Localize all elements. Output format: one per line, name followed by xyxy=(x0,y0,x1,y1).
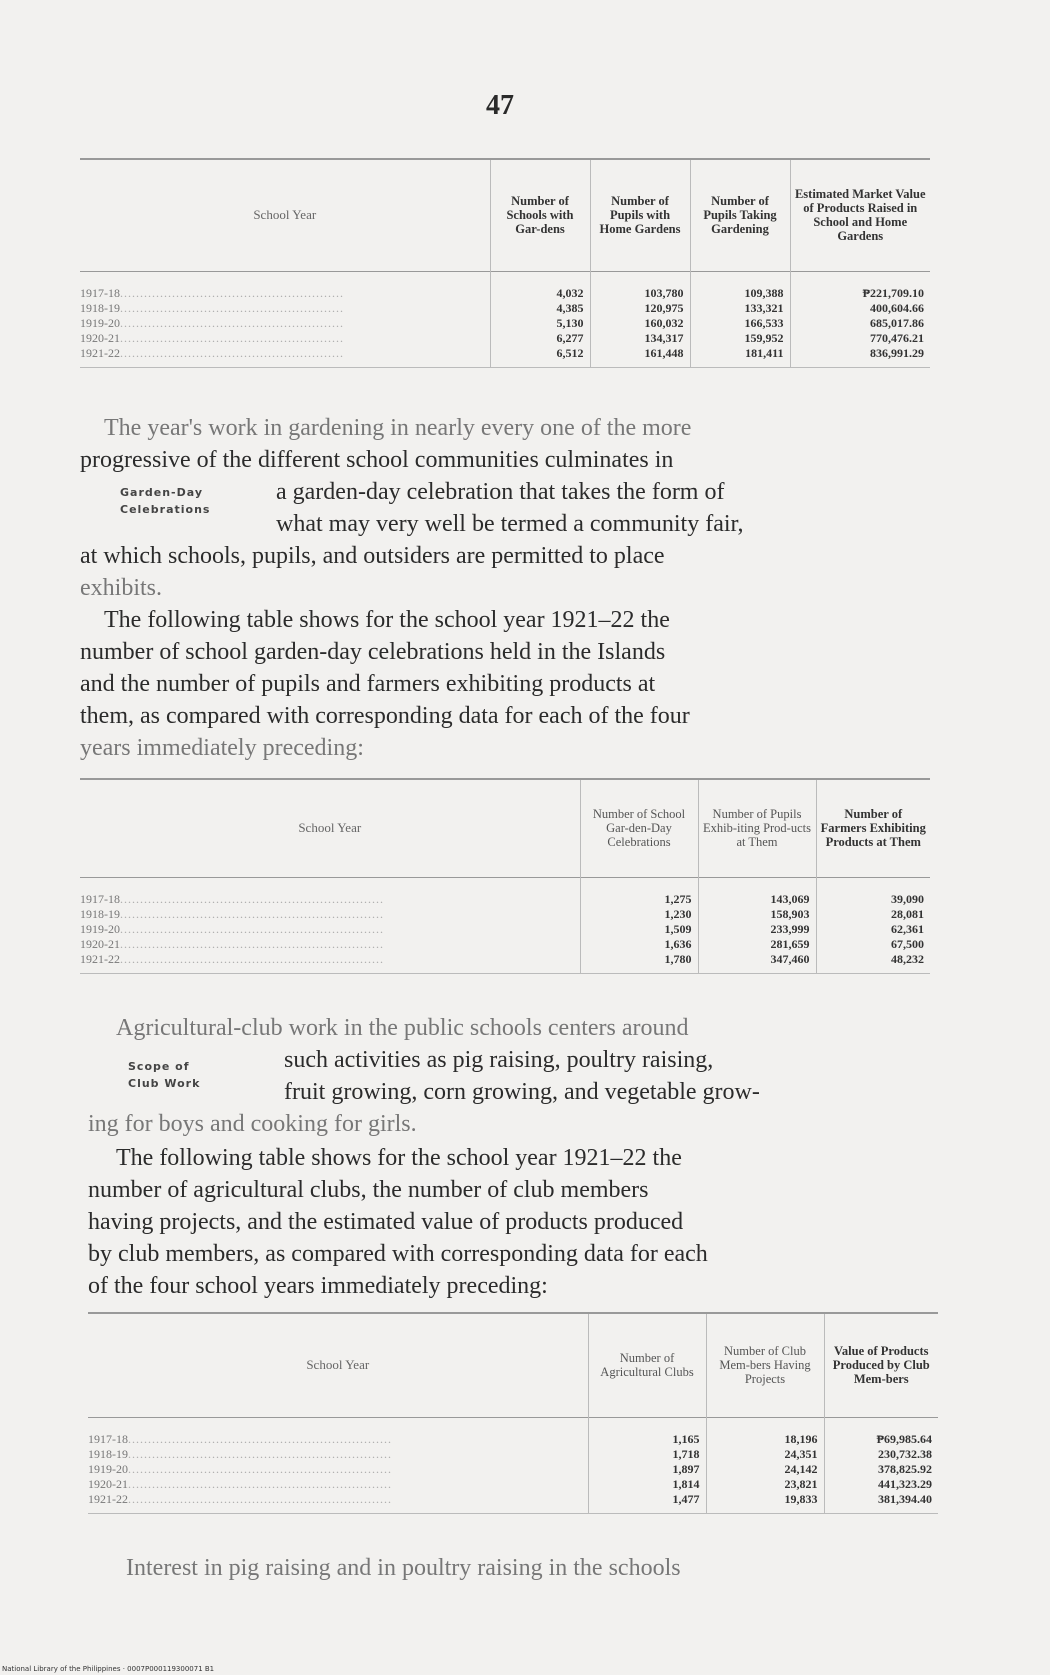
cell: 133,321 xyxy=(690,301,790,316)
table-row: 1920-21.................................................................. 1,814 23,821 441,323.29 xyxy=(88,1477,938,1492)
year-cell: 1920-21 xyxy=(80,936,120,951)
header-value-of-products: Value of Products Produced by Club Mem-bers xyxy=(824,1313,938,1417)
cell: 230,732.38 xyxy=(824,1447,938,1462)
header-schools-with-gardens: Number of Schools with Gar-dens xyxy=(490,159,590,271)
header-pupils-exhibiting: Number of Pupils Exhib-iting Prod-ucts at Them xyxy=(698,779,816,877)
cell: 48,232 xyxy=(816,952,930,974)
footer-source: National Library of the Philippines · 0007P000119300071 B1 xyxy=(2,1665,215,1673)
table-row: 1917-18.................................................................. 1,165 18,196 ₱69,985.64 xyxy=(88,1417,938,1447)
text-line: progressive of the different school communities culminates in xyxy=(80,447,674,473)
cell: 1,165 xyxy=(588,1417,706,1447)
sidenote-club-work xyxy=(128,1058,200,1092)
table-row: 1918-19........................................................ 4,385 120,975 133,321 400,604.66 xyxy=(80,301,930,316)
text-line: such activities as pig raising, poultry raising, xyxy=(284,1047,714,1073)
year-cell: 1921-22 xyxy=(88,1491,128,1506)
year-cell: 1917-18 xyxy=(80,285,120,300)
cell: 23,821 xyxy=(706,1477,824,1492)
cell: 24,351 xyxy=(706,1447,824,1462)
table-row: 1920-21........................................................ 6,277 134,317 159,952 770,476.21 xyxy=(80,331,930,346)
header-agricultural-clubs: Number of Agricultural Clubs xyxy=(588,1313,706,1417)
text-line: of the four school years immediately preceding: xyxy=(88,1273,548,1299)
year-cell: 1918-19 xyxy=(80,906,120,921)
cell: 67,500 xyxy=(816,937,930,952)
header-school-year: School Year xyxy=(253,207,317,223)
header-farmers-exhibiting: Number of Farmers Exhibiting Products at Them xyxy=(816,779,930,877)
cell: 28,081 xyxy=(816,907,930,922)
year-cell: 1918-19 xyxy=(80,300,120,315)
header-pupils-taking-gardening: Number of Pupils Taking Gardening xyxy=(690,159,790,271)
cell: 381,394.40 xyxy=(824,1492,938,1514)
table-row: 1921-22.................................................................. 1,780 347,460 48,232 xyxy=(80,952,930,974)
garden-table xyxy=(80,158,930,368)
sidenote-garden-day xyxy=(120,484,210,518)
text-line: and the number of pupils and farmers exhibiting products at xyxy=(80,671,656,697)
table-row: 1917-18........................................................ 4,032 103,780 109,388 ₱221,709.10 xyxy=(80,271,930,301)
cell: 161,448 xyxy=(590,346,690,368)
cell: 19,833 xyxy=(706,1492,824,1514)
cell: 1,814 xyxy=(588,1477,706,1492)
year-cell: 1918-19 xyxy=(88,1446,128,1461)
table-row: 1920-21.................................................................. 1,636 281,659 67,500 xyxy=(80,937,930,952)
cell: 166,533 xyxy=(690,316,790,331)
cell: 1,275 xyxy=(580,877,698,907)
text-line: number of school garden-day celebrations held in the Islands xyxy=(80,639,666,665)
cell: 103,780 xyxy=(590,271,690,301)
cell: 6,277 xyxy=(490,331,590,346)
pig-raising-paragraph xyxy=(88,1552,938,1584)
cell: ₱221,709.10 xyxy=(790,271,930,301)
cell: 159,952 xyxy=(690,331,790,346)
text-line: fruit growing, corn growing, and vegetable grow- xyxy=(284,1079,760,1105)
cell: 378,825.92 xyxy=(824,1462,938,1477)
table-row: 1919-20.................................................................. 1,509 233,999 62,361 xyxy=(80,922,930,937)
table-row: 1918-19.................................................................. 1,230 158,903 28,081 xyxy=(80,907,930,922)
cell: 143,069 xyxy=(698,877,816,907)
table-row: 1919-20........................................................ 5,130 160,032 166,533 685,017.86 xyxy=(80,316,930,331)
header-pupils-home-gardens: Number of Pupils with Home Gardens xyxy=(590,159,690,271)
sidenote-line: Garden-Day xyxy=(120,486,203,499)
cell: 836,991.29 xyxy=(790,346,930,368)
text-line: by club members, as compared with corresponding data for each xyxy=(88,1241,708,1267)
garden-day-table xyxy=(80,778,930,974)
cell: 1,477 xyxy=(588,1492,706,1514)
table-row: 1921-22.................................................................. 1,477 19,833 381,394.40 xyxy=(88,1492,938,1514)
cell: 24,142 xyxy=(706,1462,824,1477)
year-cell: 1921-22 xyxy=(80,951,120,966)
table-row: 1918-19.................................................................. 1,718 24,351 230,732.38 xyxy=(88,1447,938,1462)
cell: 1,718 xyxy=(588,1447,706,1462)
cell: 5,130 xyxy=(490,316,590,331)
text-line: a garden-day celebration that takes the form of xyxy=(276,479,725,505)
cell: 6,512 xyxy=(490,346,590,368)
year-cell: 1921-22 xyxy=(80,345,120,360)
cell: 1,780 xyxy=(580,952,698,974)
text-line: having projects, and the estimated value of products produced xyxy=(88,1209,684,1235)
header-celebrations: Number of School Gar-den-Day Celebrations xyxy=(580,779,698,877)
text-line: Agricultural-club work in the public schools centers around xyxy=(116,1015,689,1041)
table-row: 1917-18.................................................................. 1,275 143,069 39,090 xyxy=(80,877,930,907)
cell: 1,230 xyxy=(580,907,698,922)
cell: 770,476.21 xyxy=(790,331,930,346)
year-cell: 1919-20 xyxy=(80,921,120,936)
cell: 233,999 xyxy=(698,922,816,937)
text-line: Interest in pig raising and in poultry raising in the schools xyxy=(126,1555,681,1581)
cell: 1,636 xyxy=(580,937,698,952)
sidenote-line: Celebrations xyxy=(120,503,211,516)
text-line: at which schools, pupils, and outsiders are permitted to place xyxy=(80,543,665,569)
cell: 1,509 xyxy=(580,922,698,937)
text-line: years immediately preceding: xyxy=(80,735,364,761)
year-cell: 1919-20 xyxy=(88,1461,128,1476)
text-line: what may very well be termed a community fair, xyxy=(276,511,744,537)
year-cell: 1917-18 xyxy=(80,891,120,906)
club-work-paragraph xyxy=(88,1012,938,1140)
cell: 62,361 xyxy=(816,922,930,937)
year-cell: 1920-21 xyxy=(88,1476,128,1491)
cell: 160,032 xyxy=(590,316,690,331)
cell: 4,385 xyxy=(490,301,590,316)
table2-intro-paragraph xyxy=(80,604,930,764)
header-market-value: Estimated Market Value of Products Raised in School and Home Gardens xyxy=(790,159,930,271)
agricultural-club-table xyxy=(88,1312,938,1514)
year-cell: 1920-21 xyxy=(80,330,120,345)
header-club-members: Number of Club Mem-bers Having Projects xyxy=(706,1313,824,1417)
cell: 1,897 xyxy=(588,1462,706,1477)
cell: 39,090 xyxy=(816,877,930,907)
cell: 109,388 xyxy=(690,271,790,301)
cell: 181,411 xyxy=(690,346,790,368)
year-cell: 1917-18 xyxy=(88,1431,128,1446)
cell: 281,659 xyxy=(698,937,816,952)
table-row: 1919-20.................................................................. 1,897 24,142 378,825.92 xyxy=(88,1462,938,1477)
cell: 347,460 xyxy=(698,952,816,974)
cell: ₱69,985.64 xyxy=(824,1417,938,1447)
text-line: exhibits. xyxy=(80,575,162,601)
cell: 685,017.86 xyxy=(790,316,930,331)
page-number: 47 xyxy=(486,90,514,121)
year-cell: 1919-20 xyxy=(80,315,120,330)
text-line: The year's work in gardening in nearly every one of the more xyxy=(104,415,692,441)
cell: 4,032 xyxy=(490,271,590,301)
sidenote-line: Scope of xyxy=(128,1060,190,1073)
text-line: them, as compared with corresponding data for each of the four xyxy=(80,703,690,729)
cell: 120,975 xyxy=(590,301,690,316)
text-line: The following table shows for the school year 1921–22 the xyxy=(104,607,670,633)
text-line: number of agricultural clubs, the number of club members xyxy=(88,1177,649,1203)
text-line: The following table shows for the school year 1921–22 the xyxy=(116,1145,682,1171)
sidenote-line: Club Work xyxy=(128,1077,201,1090)
cell: 134,317 xyxy=(590,331,690,346)
cell: 18,196 xyxy=(706,1417,824,1447)
header-school-year: School Year xyxy=(298,820,362,836)
table3-intro-paragraph xyxy=(88,1142,938,1302)
cell: 158,903 xyxy=(698,907,816,922)
table-row: 1921-22........................................................ 6,512 161,448 181,411 836,991.29 xyxy=(80,346,930,368)
header-school-year: School Year xyxy=(306,1357,370,1373)
text-line: ing for boys and cooking for girls. xyxy=(88,1111,417,1137)
cell: 441,323.29 xyxy=(824,1477,938,1492)
cell: 400,604.66 xyxy=(790,301,930,316)
